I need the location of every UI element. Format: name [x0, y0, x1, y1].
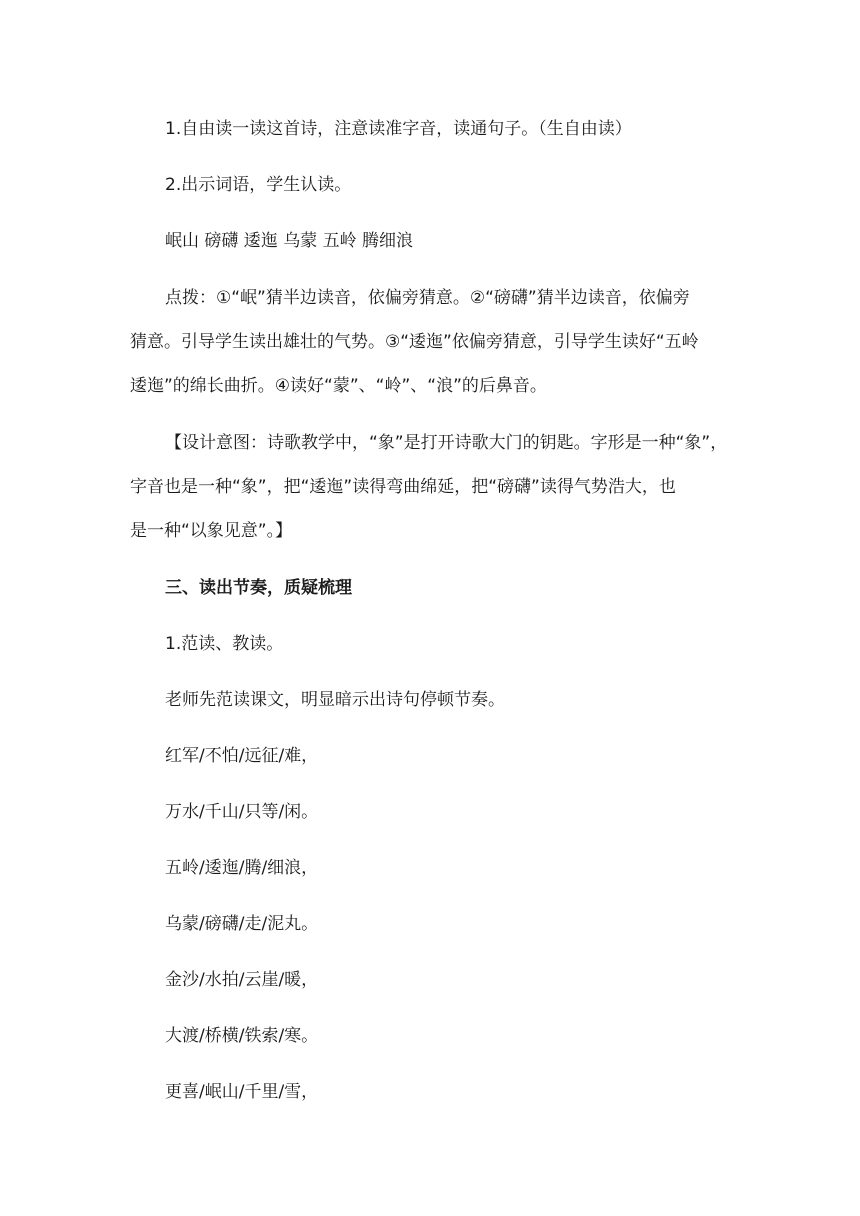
section-3-heading: 三、读出节奏，质疑梳理: [165, 578, 352, 598]
step-3-1-text: 1.范读、教读。: [165, 634, 284, 654]
design-intent-line-3: 是一种“以象见意”。】: [130, 521, 293, 541]
poem-line: 大渡/桥横/铁索/寒。: [165, 1026, 319, 1046]
vocabulary-words: 岷山 磅礴 逶迤 乌蒙 五岭 腾细浪: [165, 231, 414, 251]
poem-line: 红军/不怕/远征/难，: [165, 746, 319, 766]
hint-line-2: 猜意。引导学生读出雄壮的气势。③“逶迤”依偏旁猜意，引导学生读好“五岭: [130, 332, 699, 352]
poem-line: 更喜/岷山/千里/雪，: [165, 1082, 319, 1102]
poem-line: 乌蒙/磅礴/走/泥丸。: [165, 914, 319, 934]
step-1-text: 1.自由读一读这首诗，注意读准字音，读通句子。（生自由读）: [165, 119, 632, 139]
hint-line-3: 逶迤”的绵长曲折。④读好“蒙”、“岭”、“浪”的后鼻音。: [130, 376, 547, 396]
design-intent-line-1: 【设计意图：诗歌教学中，“象”是打开诗歌大门的钥匙。字形是一种“象”，: [165, 433, 728, 453]
poem-line: 万水/千山/只等/闲。: [165, 802, 319, 822]
teacher-reading-text: 老师先范读课文，明显暗示出诗句停顿节奏。: [165, 690, 505, 710]
poem-line: 五岭/逶迤/腾/细浪，: [165, 858, 319, 878]
design-intent-line-2: 字音也是一种“象”，把“逶迤”读得弯曲绵延，把“磅礴”读得气势浩大，也: [130, 477, 676, 497]
step-2-text: 2.出示词语，学生认读。: [165, 175, 352, 195]
hint-line-1: 点拨：①“岷”猜半边读音，依偏旁猜意。②“磅礴”猜半边读音，依偏旁: [165, 288, 690, 308]
poem-line: 金沙/水拍/云崖/暖，: [165, 970, 319, 990]
